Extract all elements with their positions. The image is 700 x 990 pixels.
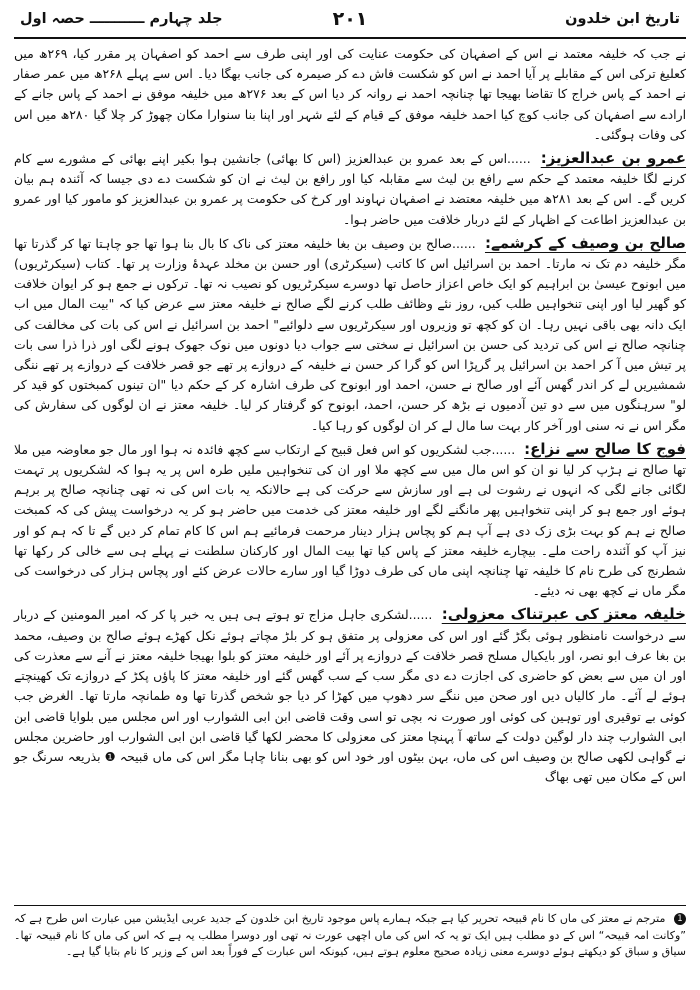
footnote-marker: 1 — [674, 913, 686, 925]
footnote-text: مترجم نے معتز کی ماں کا نام قبیحہ تحریر کیا ہے جبکہ ہمارے پاس موجود تاریخ ابن خلدون کے جدید عربی ایڈیشن میں عبارت اس طرح ہے کہ ”وکانت امہ قبیحہ“ اس کے دو مطلب ہیں ایک تو یہ کہ اس کی ماں اچھی عورت نہ تھی اور دوسرا مطلب یہ ہے کہ اس کی ماں کا نام قبیحہ تھا۔ سیاق و سباق کو دیکھتے ہوئے دوسرے معنی زیادہ صحیح معلوم ہوتے ہیں، کیونکہ اس عبارت کے فوراً بعد اس کے وزیر کا نام بتایا گیا ہے۔ — [14, 912, 686, 958]
footnote — [14, 911, 686, 961]
paragraph-text: نے جب کہ خلیفہ معتمد نے اس کے اصفہان کی حکومت عنایت کی اور اپنی طرف سے احمد کو اصفہان پر مقرر کیا، ۲۶۹ھ میں کعلیغ ترکی اس کے مقابلے پر آیا احمد نے اس کو شکست فاش دے کر صیمرہ کی جانب بھگا دیا۔ اس سے پہلے ۲۶۸ھ میں عمر صفار نے احمد کے پاس خراج کا تقاضا بھیجا تھا چنانچہ احمد نے روانہ کر دیا اس کے بعد ۲۷۶ھ میں خلیفہ موفق نے احمد کے پاس جانے کے ارادے سے اصفہان کی جانب کوچ کیا احمد خلیفہ موفق کے قیام کے لئے شہر اور اپنا بنا سنوارا مکان چھوڑ کر چلا گیا ۲۸۰ھ میں اس کی وفات ہوگئی۔ — [14, 46, 687, 142]
header-divider — [14, 37, 686, 39]
paragraph-4 — [14, 439, 686, 602]
section-heading: فوج کا صالح سے نزاع: — [524, 439, 686, 458]
section-heading: عمرو بن عبدالعزیز: — [540, 149, 686, 168]
page-header — [14, 8, 686, 38]
section-heading: صالح بن وصیف کے کرشمے: — [484, 233, 686, 252]
paragraph-1 — [14, 44, 686, 145]
page-number: ۲۰۱ — [332, 8, 368, 30]
book-title: تاریخ ابن خلدون — [565, 11, 680, 27]
paragraph-5 — [14, 604, 686, 787]
paragraph-text: ......اس کے بعد عمرو بن عبدالعزیز (اس کا بھائی) جانشین ہوا بکیر اپنے بھائی کے مشورے سے کام کرنے لگا خلیفہ معتمد کے حکم سے رافع بن لیث سے مقابلہ کیا اور رافع بن لیث نے ان کو شکست دے دی جیسا کہ آئندہ ہم بیان کریں گے۔ اس کے بعد ۲۸۱ھ میں خلیفہ معتضد نے اصفہان نہاوند اور کرخ کی حکومت پر عمرو بن عبدالعزیز کو مامور کیا اور عمرو بن عبدالعزیز اطاعت کے اظہار کے لئے دربار خلافت میں حاضر ہوا۔ — [14, 151, 686, 227]
paragraph-text: ......صالح بن وصیف بن بغا خلیفہ معتز کی ناک کا بال بنا ہوا تھا جو چاہتا تھا کر گذرتا تھا مگر خلیفہ دم تک نہ مارتا۔ احمد بن اسرائیل اس کا کاتب (سیکرٹری) اور حسن بن مخلد عہدۂ وزارت پر تھا۔ کتاب (سیکرٹریوں) میں ابونوح عیسیٰ بن ابراہیم کو ایک خاص اعزاز حاصل تھا دوسرے سیکرٹریوں کو نصیب نہ تھا۔ ترکوں نے جمع ہو کر ایوان خلافت کو گھیر لیا اور اپنی تنخواہیں طلب کیں، روز نئے وظائف طلب کرنے لگے صالح نے خلیفہ معتز سے عرض کیا کہ "بیت المال میں اب ایک دانہ بھی باقی نہیں رہا۔ ان کو کچھ تو وزیروں اور سیکرٹریوں سے دلوائیے" احمد بن اسرائیل نے اس کی بات کی مخالفت کی چنانچہ صالح نے اس کی تردید کی حسن بن اسرائیل نے سختی سے جواب دیا دونوں میں نوک جھوک ہونے لگی اور ذرا ذرا سی بات پر تیش میں آ کر احمد بن اسرائیل پر گرپڑا اس کو گرا کر حسن نے خلیفہ کے دروازے پر تھے جو قصر خلافت کے دروازے پر تھے ننگی شمشیریں لے کر اندر گھس آئے اور صالح نے حسن، احمد اور ابونوح کی طرف اشارہ کر کے حکم دیا "ان تینوں کمبختوں کو قید کر لو" سرہنگوں میں سے دو تین آدمیوں نے بڑھ کر حسن، احمد، ابونوح کو گرفتار کر لیا۔ خلیفہ معتز نے ان لوگوں کی سفارش کی مگر اس نے نہ سنی اور آخر کار بہت سا مال لے کر ان لوگوں کو رہا کیا۔ — [14, 235, 686, 433]
book-page — [14, 8, 686, 982]
paragraph-text: ......جب لشکریوں کو اس فعل قبیح کے ارتکاب سے کچھ فائدہ نہ ہوا اور مال جو معاوضہ میں ملا تھا صالح نے ہڑپ کر لیا نو ان کو اس مال میں سے کچھ ملا اور ان کی تنخواہیں ملیں طرہ اس پر یہ ہوا کہ لشکریوں پر تہمت لگائی جانے لگی کہ انہوں نے رشوت لی ہے اور سازش سے حرکت کی ہے حالانکہ یہ بات اس کی نہ تھی چنانچہ صالح پر برہم ہوئے اور جمع ہو کر اپنی تنخواہیں پھر مانگنے لگے اور خلیفہ معتز کی خدمت میں حاضر ہو کر یہ درخواست پیش کی کہ کمبخت صالح نے ہم کو بہت بڑی زک دی ہے آپ ہم کو پچاس ہزار دینار مرحمت فرمائیے ہم اس کا کام تمام کر دیں گے تا کہ ہم کو اور نیز آپ کو آئندہ راحت ملے۔ بیچارے خلیفہ معتز کے پاس کیا تھا بیت المال اور کارکنان سلطنت نے پہلے ہی سے خالی کر رکھا تھا شطرنج کی طرح نام کا خلیفہ تھا چنانچہ اپنی ماں کی طرف دوڑا گیا اور سارے حالات عرض کئے اور پچاس ہزار کی درخواست کی مگر ماں نے کچھ بھی نہ دیئے۔ — [14, 441, 686, 599]
main-text — [14, 44, 686, 790]
paragraph-text: ......لشکری جاہل مزاج تو ہوتے ہی ہیں یہ خبر پا کر کہ امیر المومنین کے دربار سے درخواست نامنظور ہوئی بگڑ گئے اور اس کی معزولی پر متفق ہو کر بلڑ مچاتے ہوئے نکل کھڑے ہوئے صالح بن وصیف، محمد بن بغا عرف ابو نصر، اور بایکیال مسلح قصر خلافت کے دروازے پر آئے اور خلیفہ معتز کو بلوا بھیجا خلیفہ معتز نے آنے سے معذرت کی اور ان میں سے بعض کو حاضری کی اجازت دے دی مگر سب کے سب گھس گئے اور خلیفہ معتز کا پاؤں پکڑ کے دروازے تک کھینچتے ہوئے لے آئے۔ مار کالیاں دیں اور صحن میں ننگے سر دھوپ میں کھڑا کر دیا جو شخص گذرتا تھا وہ طمانچہ مارتا تھا۔ الغرض جب کوئی بے توقیری اور توہین کی کوئی اور صورت نہ بچی تو اسی وقت قاضی ابن ابی الشوارب اور اس مجلس میں بلوایا قاضی ابن ابی الشوارب چند دار لوگین دولت کے ساتھ آ پہنچا معتز کی معزولی کا محضر لکھا گیا قاضی ابن ابی الشوارب اور حاضرین مجلس نے گواہی لکھی صالح بن وصیف اس کی ماں، بہن بیٹوں اور خود اس کو بھی بنانا چاہا مگر اس کی ماں قبیحہ ❶ بذریعہ سرنگ جو اس کے مکان میں تھی بھاگ — [14, 607, 686, 785]
paragraph-2 — [14, 148, 686, 230]
section-heading: خلیفہ معتز کی عبرتناک معزولی: — [441, 605, 686, 624]
paragraph-3 — [14, 233, 686, 436]
volume-label: جلد چہارم ـــــــــــ حصہ اول — [20, 11, 223, 27]
footnote-divider — [14, 905, 686, 906]
